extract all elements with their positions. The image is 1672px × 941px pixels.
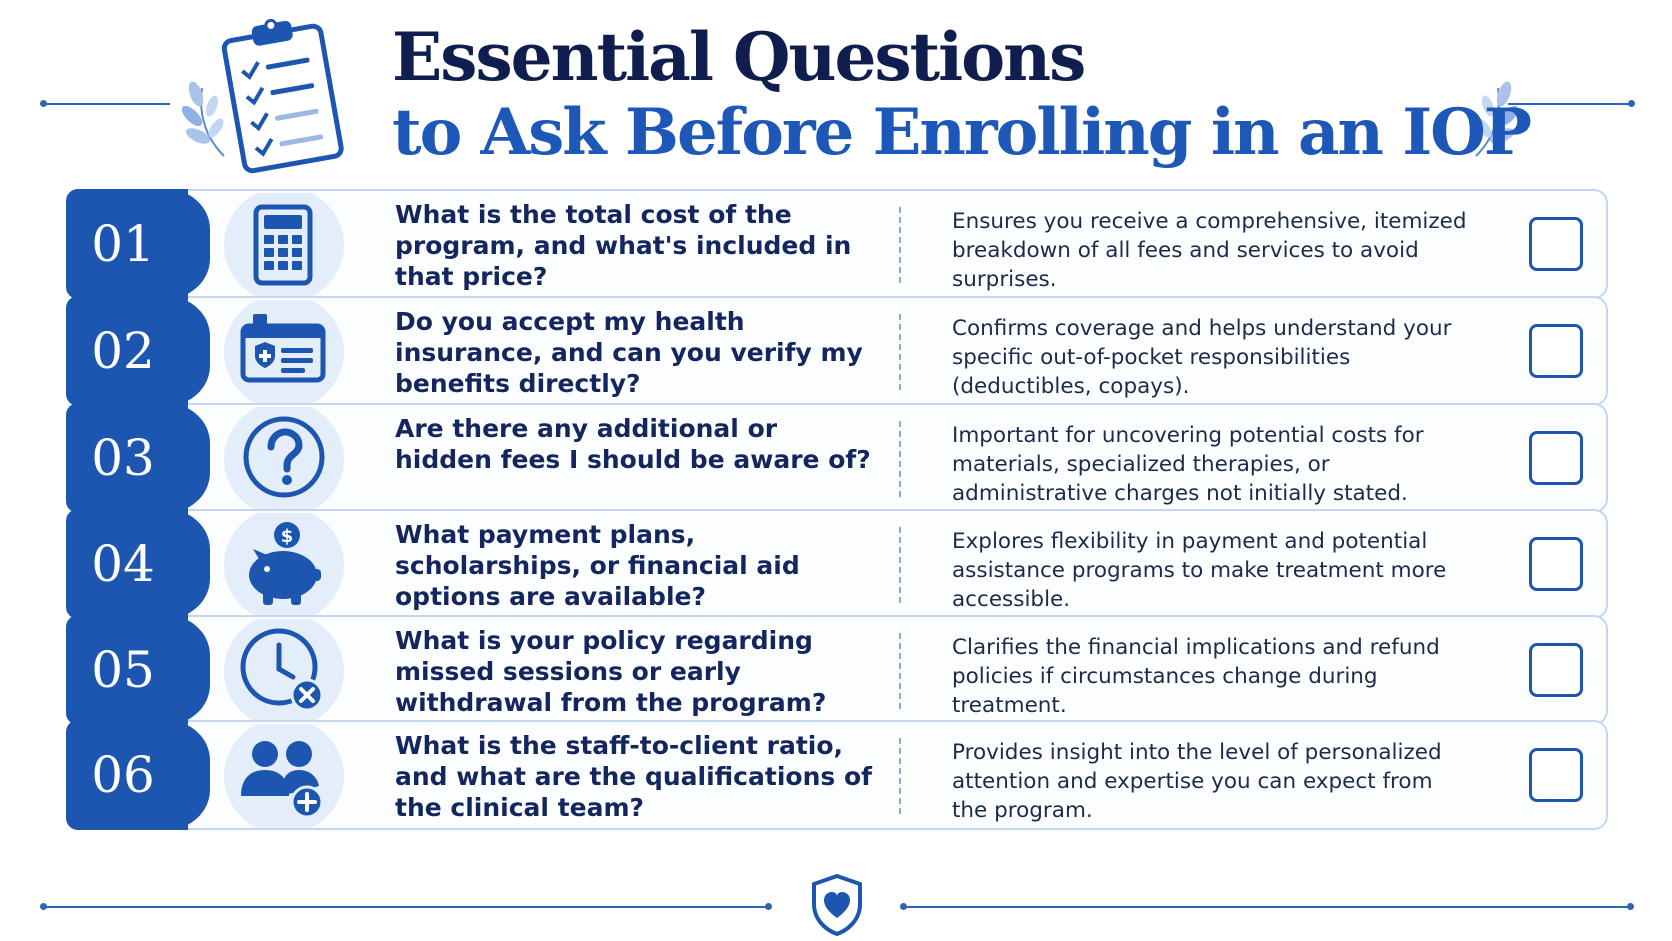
rule-dot — [900, 903, 907, 910]
rule-dot — [1627, 903, 1634, 910]
icon-badge — [219, 412, 349, 504]
answer-text: Explores flexibility in payment and potential assistance programs to make treatment more accessible. — [952, 529, 1447, 612]
icon-badge — [219, 518, 349, 610]
row-number: 04 — [66, 509, 188, 619]
rule-dot — [1628, 100, 1635, 107]
question-text: What is your policy regarding missed sessions or early withdrawal from the program? — [395, 626, 827, 717]
row-number: 06 — [66, 720, 188, 830]
row-number: 05 — [66, 615, 188, 725]
question-row-05 — [66, 615, 1608, 725]
question-row-03 — [66, 403, 1608, 513]
answer-text: Ensures you receive a comprehensive, itemized breakdown of all fees and services to avoid surprises. — [952, 209, 1467, 292]
question-text: What payment plans, scholarships, or financial aid options are available? — [395, 520, 800, 611]
rule-dot — [40, 100, 47, 107]
svg-text:$: $ — [280, 526, 294, 547]
row-number: 03 — [66, 403, 188, 513]
question-text: Are there any additional or hidden fees I should be aware of? — [395, 414, 871, 474]
dashed-divider — [899, 421, 901, 497]
dashed-divider — [899, 207, 901, 283]
page-subtitle: to Ask Before Enrolling in an IOP — [392, 95, 1531, 170]
insurance-card-icon — [219, 300, 349, 404]
question-mark-icon — [219, 407, 349, 511]
team-add-icon — [219, 724, 349, 828]
answer-text: Provides insight into the level of personalized attention and expertise you can expect from the program. — [952, 740, 1442, 823]
checkbox[interactable] — [1529, 537, 1583, 591]
question-row-06 — [66, 720, 1608, 830]
dashed-divider — [899, 314, 901, 390]
checkbox[interactable] — [1529, 748, 1583, 802]
page-title: Essential Questions — [392, 18, 1085, 96]
dashed-divider — [899, 633, 901, 709]
clipboard-checklist-icon — [215, 14, 355, 174]
checkbox[interactable] — [1529, 324, 1583, 378]
footer-rule-right — [903, 906, 1630, 908]
calculator-icon — [219, 193, 349, 297]
answer-text: Important for uncovering potential costs for materials, specialized therapies, or administrative charges not initially stated. — [952, 423, 1424, 506]
checkbox[interactable] — [1529, 643, 1583, 697]
rule-dot — [40, 903, 47, 910]
icon-badge — [219, 305, 349, 397]
question-row-04 — [66, 509, 1608, 619]
checkbox[interactable] — [1529, 217, 1583, 271]
clock-cancel-icon — [219, 619, 349, 723]
header — [0, 0, 1672, 185]
dashed-divider — [899, 738, 901, 814]
question-row-02 — [66, 296, 1608, 406]
row-number: 02 — [66, 296, 188, 406]
icon-badge — [219, 729, 349, 821]
question-text: What is the total cost of the program, and what's included in that price? — [395, 200, 852, 291]
rule-dot — [765, 903, 772, 910]
shield-heart-icon — [808, 872, 866, 938]
question-text: Do you accept my health insurance, and can you verify my benefits directly? — [395, 307, 863, 398]
dashed-divider — [899, 527, 901, 603]
piggy-bank-icon — [219, 513, 349, 617]
footer-rule-left — [42, 906, 768, 908]
answer-text: Confirms coverage and helps understand your specific out-of-pocket responsibilities (deductibles, copays). — [952, 316, 1452, 399]
question-row-01 — [66, 189, 1608, 299]
row-number: 01 — [66, 189, 188, 299]
icon-badge — [219, 624, 349, 716]
checkbox[interactable] — [1529, 431, 1583, 485]
question-text: What is the staff-to-client ratio, and what are the qualifications of the clinical team? — [395, 731, 873, 822]
answer-text: Clarifies the financial implications and refund policies if circumstances change during treatment. — [952, 635, 1440, 718]
header-rule-left — [42, 103, 170, 105]
icon-badge — [219, 198, 349, 290]
